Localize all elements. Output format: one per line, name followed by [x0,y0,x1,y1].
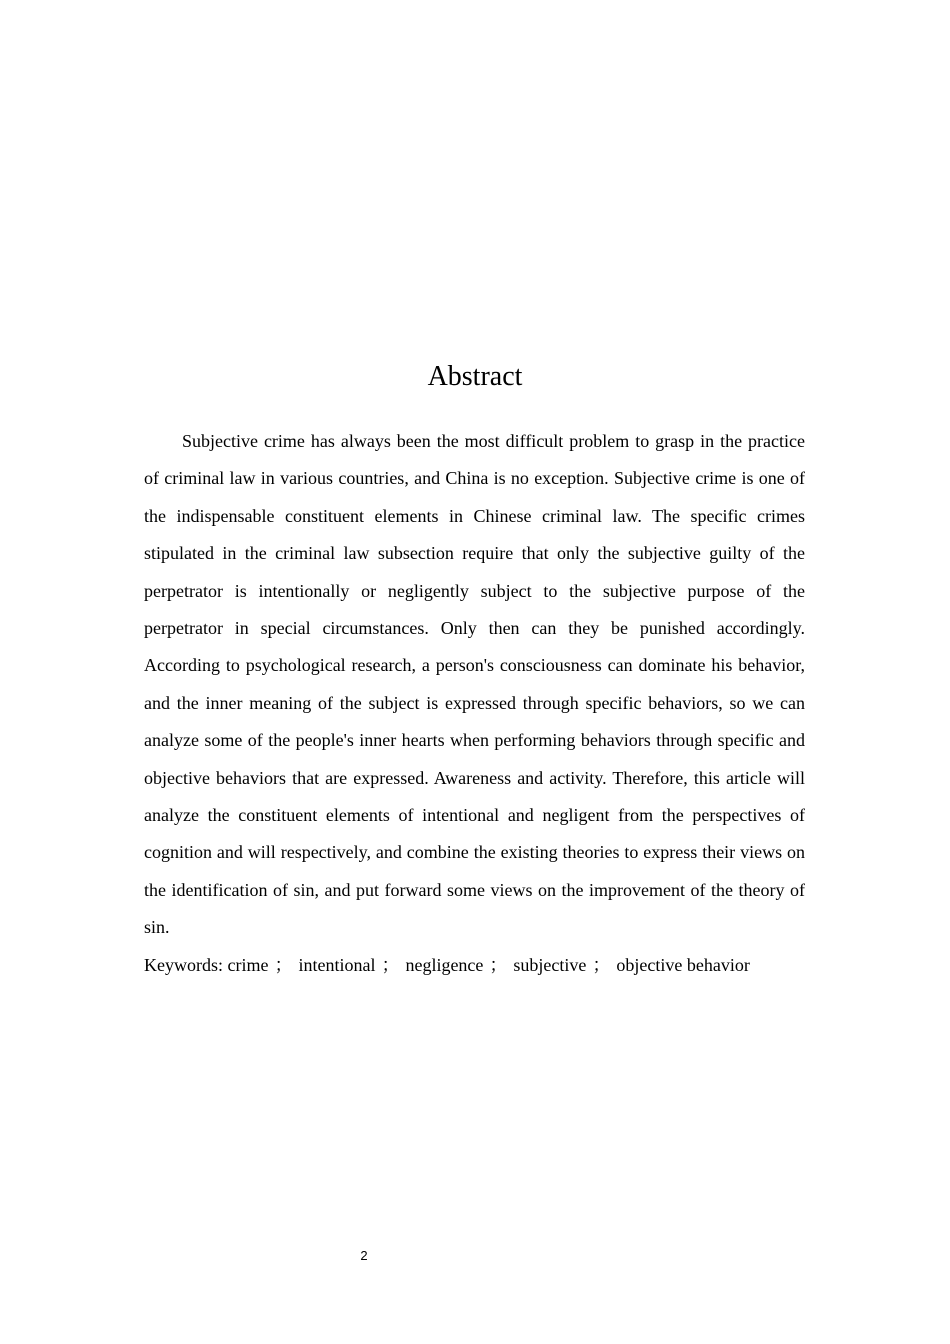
keyword-item: objective behavior [616,955,750,975]
keyword-separator: ； [274,955,293,975]
keyword-item: subjective [513,955,587,975]
keyword-separator: ； [489,955,508,975]
keywords-label: Keywords: crime [144,955,269,975]
abstract-title: Abstract [427,361,523,392]
keyword-item: negligence [405,955,484,975]
keyword-separator: ； [381,955,400,975]
keywords-line [144,952,805,978]
page-number: 2 [360,1248,368,1263]
keyword-item: intentional [298,955,376,975]
abstract-body: Subjective crime has always been the most difficult problem to grasp in the practice of criminal law in various countries, and China is no exception. Subjective crime is one of the indispensable constituent elements in Chinese criminal law. The specific crimes stipulated in the criminal law subsection require that only the subjective guilty of the perpetrator is intentionally or negligently subject to the subjective purpose of the perpetrator in special circumstances. Only then can they be punished accordingly. According to psychological research, a person's consciousness can dominate his behavior, and the inner meaning of the subject is expressed through specific behaviors, so we can analyze some of the people's inner hearts when performing behaviors through specific and objective behaviors that are expressed. Awareness and activity. Therefore, this article will analyze the constituent elements of intentional and negligent from the perspectives of cognition and will respectively, and combine the existing theories to express their views on the identification of sin, and put forward some views on the improvement of the theory of sin. [144,431,805,938]
keyword-separator: ； [592,955,611,975]
